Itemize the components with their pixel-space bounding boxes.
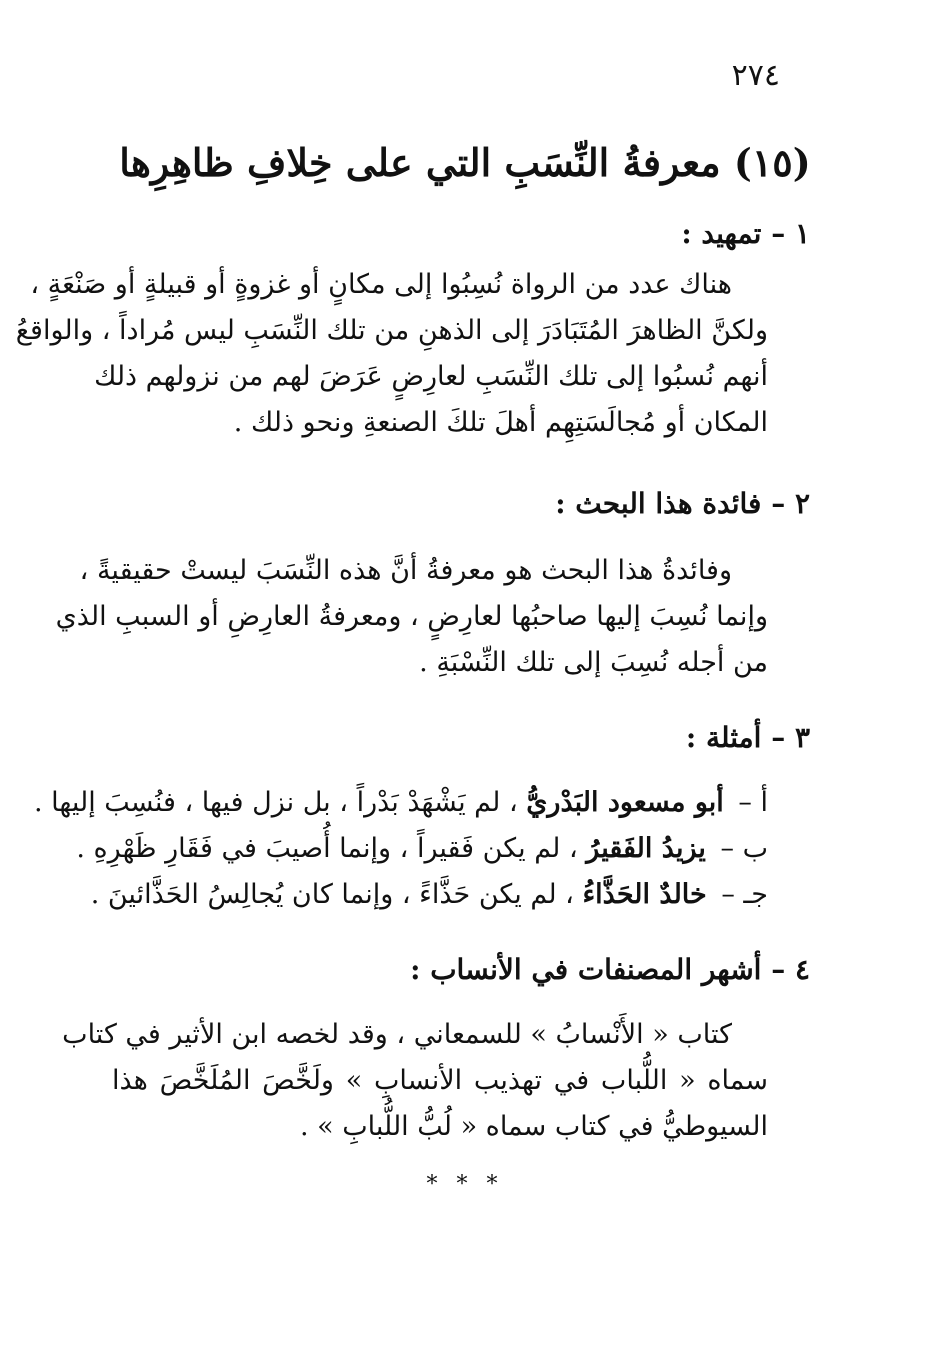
section-body-benefit [55, 548, 768, 686]
paragraph-line: كتاب « الأَنْسابُ » للسمعاني ، وقد لخصه ابن الأثير في كتاب [62, 1019, 732, 1050]
example-letter: ب – [720, 833, 768, 864]
section-body-works [62, 1012, 768, 1150]
example-letter: أ – [738, 787, 768, 818]
section-heading-works: ٤ – أشهر المصنفات في الأنساب : [410, 953, 810, 986]
page-number: ٢٧٤ [731, 58, 780, 93]
paragraph-line: المكان أو مُجالَسَتِهِم أهلَ تلكَ الصنعةِ ونحو ذلك . [233, 407, 768, 438]
example-text: ، لم يَشْهَدْ بَدْراً ، بل نزل فيها ، فنُسِبَ إليها . [33, 787, 518, 818]
examples-list [33, 780, 768, 918]
example-text: ، لم يكن فَقيراً ، وإنما أُصيبَ في فَقَارِ ظَهْرِهِ . [76, 833, 578, 864]
example-name: يزيدُ الفَقيرُ [586, 833, 706, 864]
section-body-intro [15, 262, 768, 446]
paragraph-line: سماه « اللُّباب في تهذيب الأنسابِ » ولَخَّصَ المُلَخَّصَ هذا [112, 1065, 768, 1096]
paragraph-line: هناك عدد من الرواة نُسِبُوا إلى مكانٍ أو غزوةٍ أو قبيلةٍ أو صَنْعَةٍ ، [30, 269, 732, 300]
section-heading-intro: ١ – تمهيد : [681, 217, 810, 250]
example-letter: جـ – [721, 879, 768, 910]
example-item [33, 780, 768, 826]
example-text: ، لم يكن حَذَّاءً ، وإنما كان يُجالِسُ الحَذَّائينَ . [90, 879, 574, 910]
paragraph-line: وإنما نُسِبَ إليها صاحبُها لعارِضٍ ، ومعرفةُ العارِضِ أو السببِ الذي [55, 601, 768, 632]
example-name: أبو مسعود البَدْريُّ [526, 787, 724, 818]
chapter-title: (١٥) معرفةُ النِّسَبِ التي على خِلافِ ظاهِرِها [119, 140, 811, 185]
section-heading-benefit: ٢ – فائدة هذا البحث : [555, 487, 810, 520]
paragraph-line: وفائدةُ هذا البحث هو معرفةُ أنَّ هذه النِّسَبَ ليستْ حقيقيةً ، [79, 555, 732, 586]
section-end-mark: * * * [426, 1172, 504, 1197]
paragraph-line: من أجله نُسِبَ إلى تلك النِّسْبَةِ . [419, 647, 768, 678]
example-item [76, 826, 768, 872]
example-item [90, 872, 768, 918]
paragraph-line: ولكنَّ الظاهرَ المُتَبَادَرَ إلى الذهنِ من تلك النِّسَبِ ليس مُراداً ، والواقعُ [15, 315, 768, 346]
paragraph-line: السيوطيُّ في كتاب سماه « لُبُّ اللُّبابِ » . [299, 1111, 768, 1142]
example-name: خالدٌ الحَذَّاءُ [582, 879, 707, 910]
paragraph-line: أنهم نُسبُوا إلى تلك النِّسَبِ لعارِضٍ عَرَضَ لهم من نزولهم ذلك [94, 361, 768, 392]
section-heading-examples: ٣ – أمثلة : [685, 721, 810, 754]
